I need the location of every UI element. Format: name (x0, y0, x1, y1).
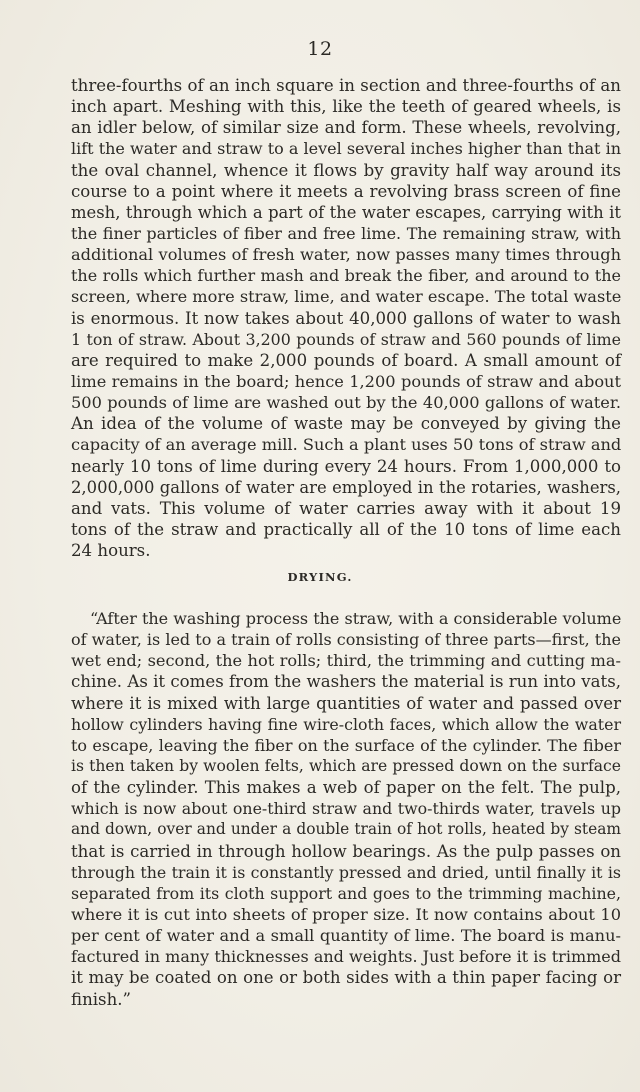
text-line: finish.” (71, 989, 132, 1009)
text-line: factured in many thicknesses and weights. Just before it is trimmed (71, 947, 621, 967)
text-line: 500 pounds of lime are washed out by the 40,000 gallons of water. (71, 393, 621, 413)
text-line: and down, over and under a double train of hot rolls, heated by steam (71, 820, 621, 839)
paragraph-straw-washing (71, 75, 621, 561)
text-line: are required to make 2,000 pounds of board. A small amount of (71, 350, 621, 370)
text-line: hollow cylinders having fine wire-cloth faces, which allow the water (71, 714, 621, 734)
text-line: mesh, through which a part of the water escapes, carrying with it (71, 202, 621, 222)
text-line: 2,000,000 gallons of water are employed in the rotaries, washers, (71, 477, 621, 497)
text-line: to escape, leaving the fiber on the surface of the cylinder. The fiber (71, 735, 621, 755)
text-line: tons of the straw and practically all of the 10 tons of lime each (71, 519, 621, 539)
text-line: is enormous. It now takes about 40,000 gallons of water to wash (71, 308, 621, 328)
text-line: where it is mixed with large quantities of water and passed over (71, 693, 621, 713)
text-line: which is now about one-third straw and two-thirds water, travels up (71, 799, 621, 819)
text-line: an idler below, of similar size and form. These wheels, revolving, (71, 118, 621, 138)
text-line: 1 ton of straw. About 3,200 pounds of straw and 560 pounds of lime (71, 329, 621, 349)
text-line: course to a point where it meets a revolving brass screen of fine (71, 181, 621, 201)
text-line: of the cylinder. This makes a web of paper on the felt. The pulp, (71, 778, 621, 798)
text-line: chine. As it comes from the washers the material is run into vats, (71, 672, 621, 692)
text-line: “After the washing process the straw, with a considerable volume (90, 609, 622, 628)
text-line: separated from its cloth support and goes to the trimming machine, (71, 883, 621, 903)
text-line: lime remains in the board; hence 1,200 pounds of straw and about (71, 371, 621, 391)
text-line: additional volumes of fresh water, now passes many times through (71, 245, 621, 265)
text-line: it may be coated on one or both sides with a thin paper facing or (71, 968, 621, 988)
text-line: inch apart. Meshing with this, like the teeth of geared wheels, is (71, 97, 621, 117)
text-line: lift the water and straw to a level several inches higher than that in (71, 139, 621, 159)
text-line: 24 hours. (71, 541, 151, 561)
text-line: capacity of an average mill. Such a plant uses 50 tons of straw and (71, 435, 622, 455)
text-line: and vats. This volume of water carries away with it about 19 (71, 498, 621, 518)
text-line: the finer particles of fiber and free lime. The remaining straw, with (71, 223, 621, 243)
page-number: 12 (307, 38, 333, 60)
text-line: per cent of water and a small quantity of lime. The board is manu- (71, 926, 621, 946)
text-line: the oval channel, whence it flows by gravity half way around its (71, 160, 621, 180)
text-line: the rolls which further mash and break the fiber, and around to the (71, 266, 621, 286)
text-line: wet end; second, the hot rolls; third, the trimming and cutting ma- (71, 651, 621, 671)
text-line: of water, is led to a train of rolls consisting of three parts—first, the (71, 630, 621, 650)
text-line: through the train it is constantly pressed and dried, until finally it is (71, 862, 621, 882)
text-line: is then taken by woolen felts, which are pressed down on the surface (71, 756, 621, 775)
text-line: three-fourths of an inch square in section and three-fourths of an (71, 76, 621, 95)
text-line: screen, where more straw, lime, and water escape. The total waste (71, 287, 622, 307)
section-heading: DRYING. (287, 570, 353, 584)
text-line: nearly 10 tons of lime during every 24 hours. From 1,000,000 to (71, 456, 621, 476)
text-line: An idea of the volume of waste may be conveyed by giving the (71, 414, 621, 434)
text-line: that is carried in through hollow bearings. As the pulp passes on (71, 841, 621, 861)
text-line: where it is cut into sheets of proper size. It now contains about 10 (71, 904, 621, 924)
paragraph-drying (71, 608, 621, 1010)
